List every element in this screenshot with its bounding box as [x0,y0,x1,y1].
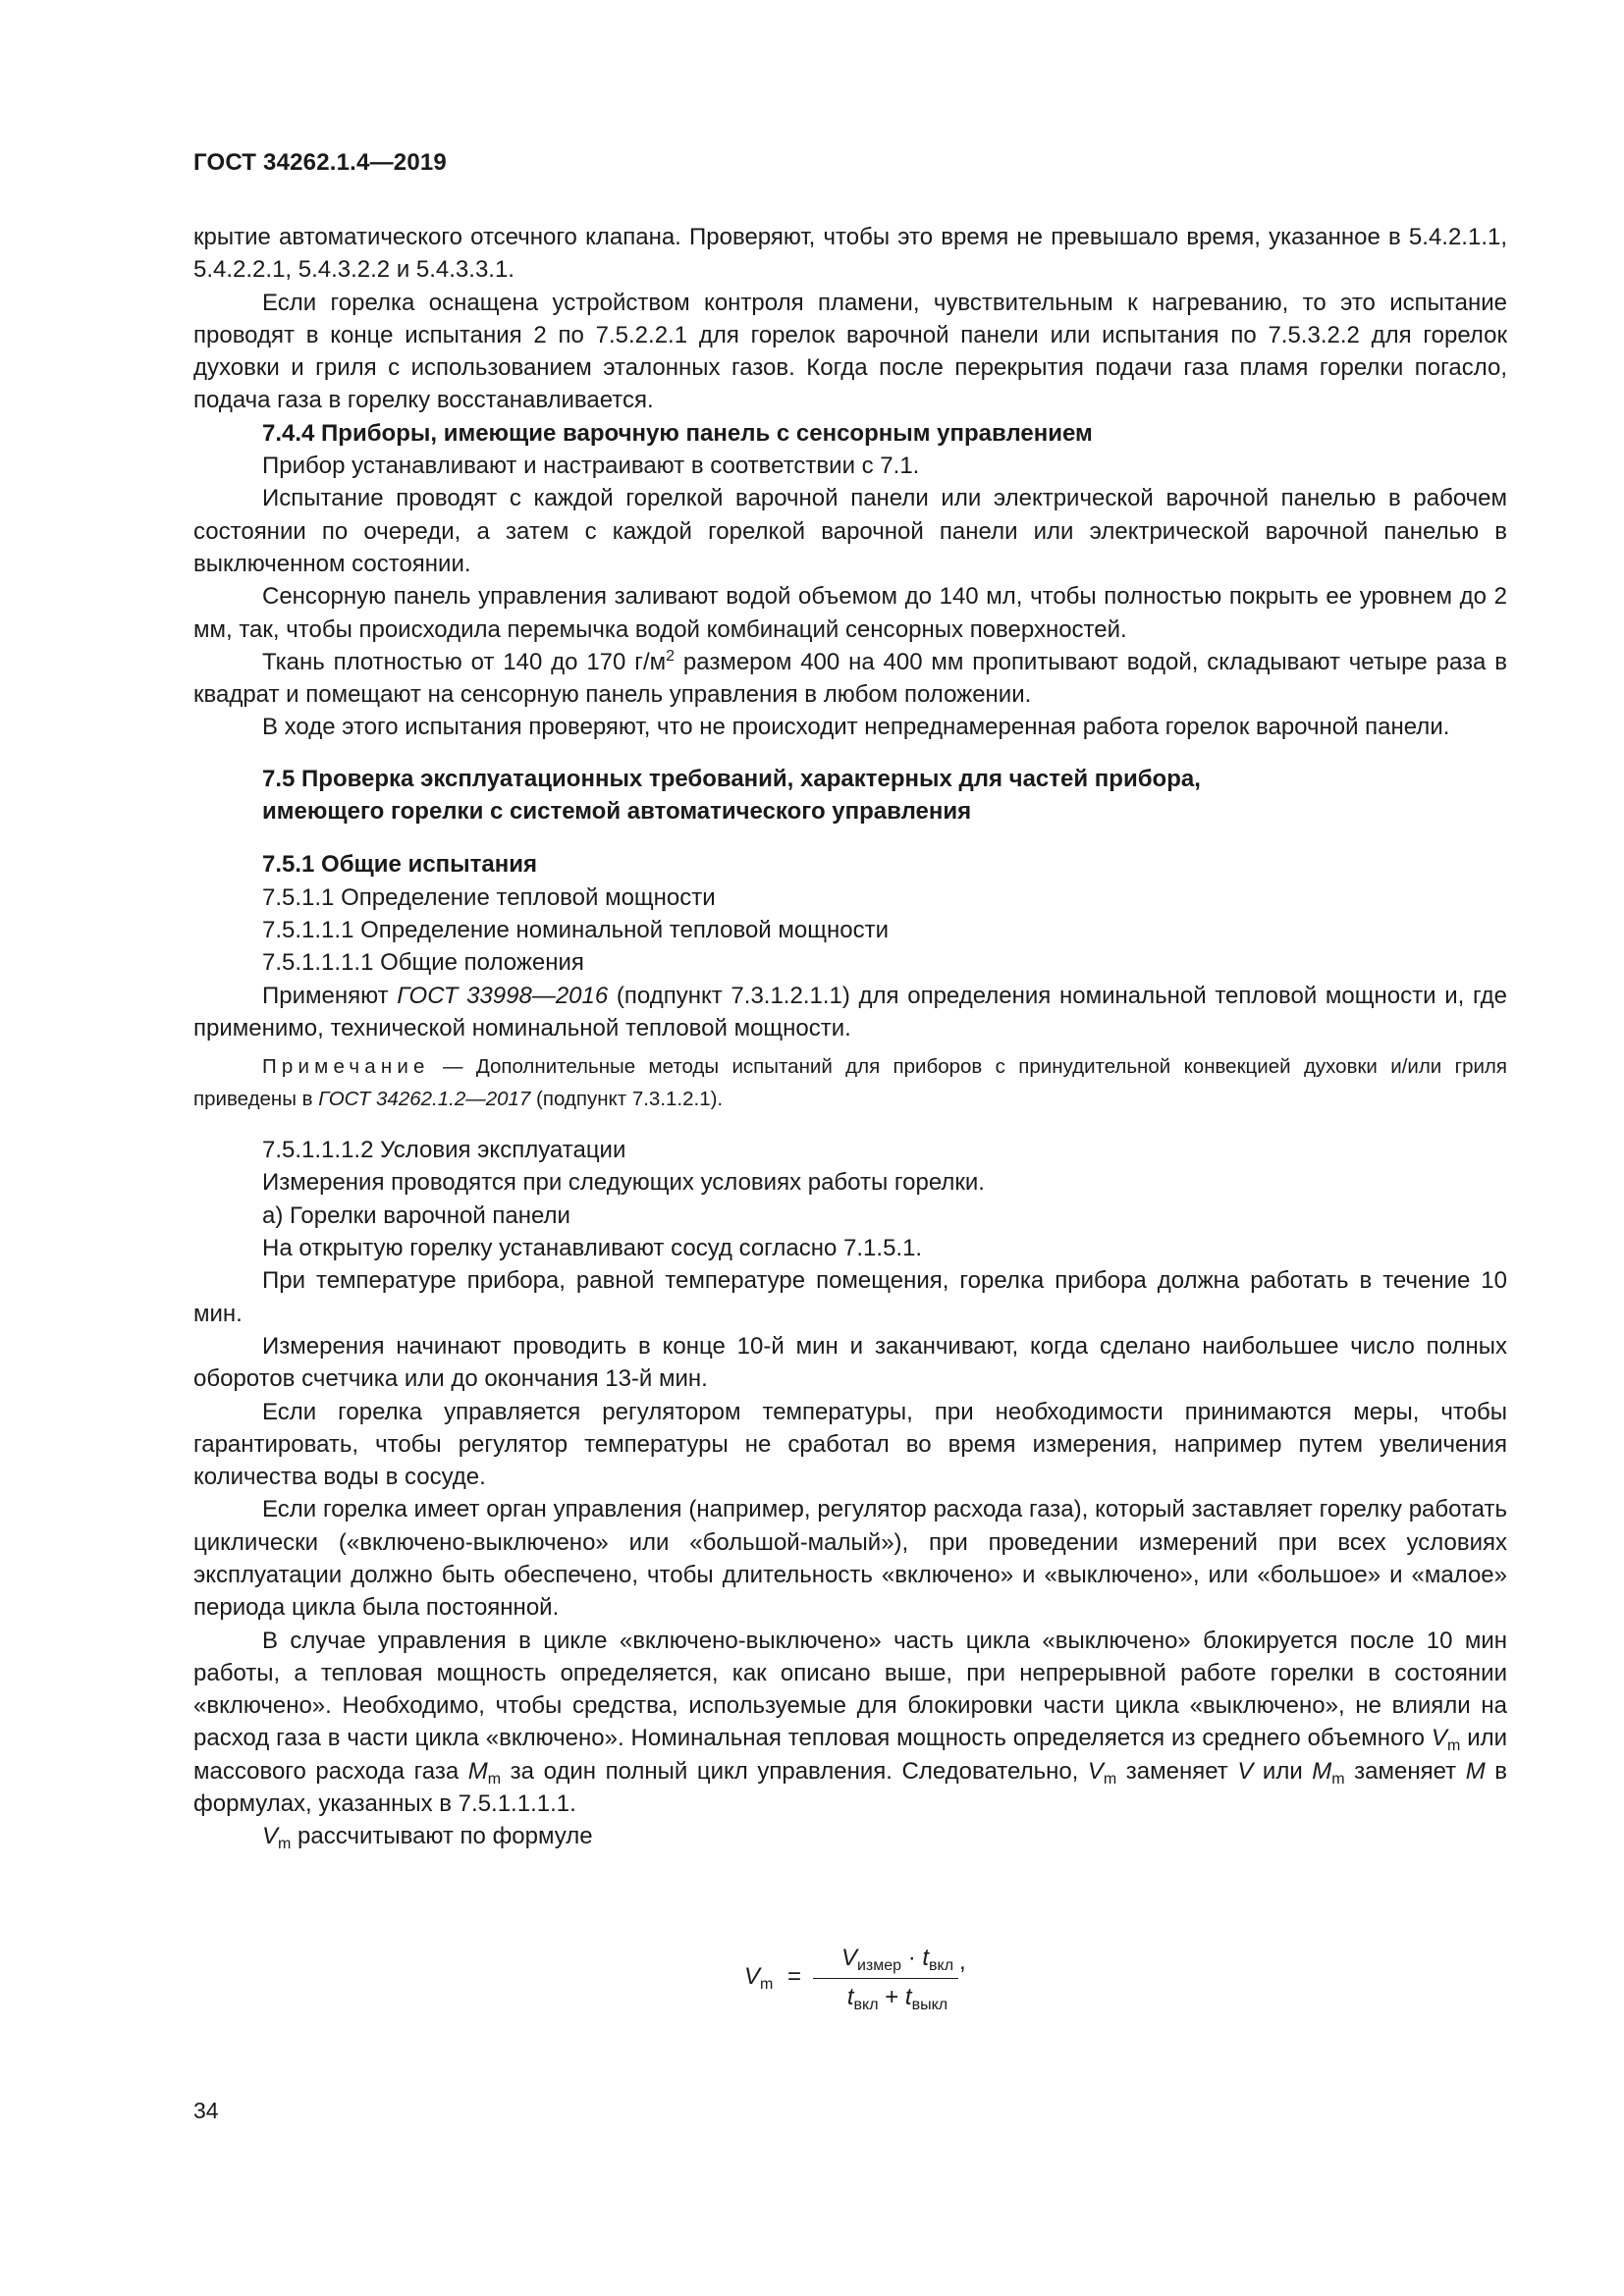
section-heading-7-5 [193,763,1507,828]
paragraph [193,1820,1507,1852]
text-run: Применяют [262,982,398,1009]
subsection-heading: 7.5.1.1 Определение тепловой мощности [262,883,716,911]
symbol: V [262,1823,279,1850]
text-run: — Дополнительные методы испытаний для приборов с принудительной конвекцией духовки и/или гриля приведены в [193,1055,1507,1111]
symbol: M [1312,1757,1332,1785]
subscript: выкл [911,1997,948,2013]
superscript: 2 [666,647,676,665]
subscript: измер [856,1957,902,1974]
text-run: или массового расхода газа [193,1725,1508,1785]
subsection-heading: 7.5.1.1.1.1 Общие положения [262,949,584,977]
note [193,1050,1507,1115]
symbol: M [1465,1757,1486,1785]
list-item: а) Горелки варочной панели [262,1201,570,1229]
paragraph: На открытую горелку устанавливают сосуд согласно 7.1.5.1. [262,1235,923,1262]
note-label: Примечание [262,1055,430,1079]
standard-reference: ГОСТ 33998—2016 [397,982,609,1009]
heading-line: имеющего горелки с системой автоматического управления [262,798,972,826]
text-run: В случае управления в цикле «включено-выключено» часть цикла «выключено» блокируется после 10 мин работы, а тепловая мощность определяется, как описано выше, при непрерывной работе горелки в состоянии «включено». Необходимо, чтобы средства, используемые для блокировки части цикла «выключено», не влияли на расход газа в части цикла «включено». Номинальная тепловая мощность определяется из среднего объемного [193,1627,1507,1752]
fraction-bar [813,1978,958,1979]
subscript: m [278,1836,292,1853]
symbol: t [846,1984,854,2010]
paragraph: Испытание проводят с каждой горелкой варочной панели или электрической варочной панелью в рабочем состоянии по очереди, а затем с каждой горелкой варочной панели или электрической варочной панелью в выключенном состоянии. [193,485,1507,577]
standard-reference: ГОСТ 34262.1.2—2017 [318,1088,531,1111]
formula-comma: , [959,1949,966,1975]
text-run: рассчитывают по формуле [291,1823,593,1850]
paragraph: Если горелка управляется регулятором температуры, при необходимости принимаются меры, чтобы гарантировать, чтобы регулятор температуры не сработал во время измерения, например путем увеличения количества воды в сосуде. [193,1398,1507,1491]
symbol: V [744,1963,761,1990]
paragraph: Если горелка имеет орган управления (например, регулятор расхода газа), который заставляет горелку работать циклически («включено-выключено» или «большой-малый»), при проведении измерений при всех условиях эксплуатации должно быть обеспечено, чтобы длительность «включено» и «выключено», или «большое» и «малое» периода цикла была постоянной. [193,1496,1507,1622]
symbol: V [1237,1757,1254,1785]
subscript: m [1446,1737,1461,1755]
paragraph: крытие автоматического отсечного клапана. Проверяют, чтобы это время не превышало время, указанное в 5.4.2.1.1, 5.4.2.2.1, 5.4.3.2.2 и 5.4.3.3.1. [193,224,1507,284]
formula-numerator [831,1945,964,1972]
paragraph: Измерения проводятся при следующих условиях работы горелки. [262,1169,985,1197]
formula-denominator [831,1984,964,2011]
text-run: (подпункт 7.3.1.2.1). [530,1088,724,1111]
symbol: V [1431,1725,1447,1752]
paragraph [193,980,1507,1045]
symbol: M [467,1757,488,1785]
subscript: m [1331,1770,1345,1788]
paragraph: При температуре прибора, равной температуре помещения, горелка прибора должна работать в течение 10 мин. [193,1267,1507,1327]
paragraph: Измерения начинают проводить в конце 10-й мин и заканчивают, когда сделано наибольшее число полных оборотов счетчика или до окончания 13-й мин. [193,1332,1507,1393]
subscript: m [487,1770,502,1788]
symbol: t [922,1945,930,1971]
symbol: V [840,1945,857,1971]
operator: + [878,1984,905,2010]
paragraph [193,1625,1507,1821]
symbol: t [904,1984,912,2010]
section-heading-7-4-4: 7.4.4 Приборы, имеющие варочную панель с сенсорным управлением [262,419,1093,447]
symbol: V [1087,1757,1104,1785]
paragraph: Сенсорную панель управления заливают водой объемом до 140 мл, чтобы полностью покрыть ее уровнем до 2 мм, так, чтобы происходила перемычка водой комбинаций сенсорных поверхностей. [193,583,1507,643]
subscript: вкл [853,1997,879,2013]
page-number: 34 [193,2098,219,2123]
text-run: за один полный цикл управления. Следовательно, [501,1757,1088,1785]
document-body [193,221,1507,1853]
formula-lhs [744,1963,773,1991]
subsection-heading: 7.5.1.1.1 Определение номинальной тепловой мощности [262,916,889,943]
operator: · [901,1945,923,1971]
text-run: или [1253,1757,1313,1785]
subscript: m [1103,1770,1117,1788]
paragraph: Если горелка оснащена устройством контроля пламени, чувствительным к нагреванию, то это испытание проводят в конце испытания 2 по 7.5.2.2.1 для горелок варочной панели или испытания по 7.5.3.2.2 для горелок духовки и гриля с использованием эталонных газов. Когда после перекрытия подачи газа пламя горелки погасло, подача газа в горелку восстанавливается. [193,289,1507,414]
paragraph: В ходе этого испытания проверяют, что не происходит непреднамеренная работа горелок варочной панели. [262,714,1450,741]
heading-line: 7.5 Проверка эксплуатационных требований, характерных для частей прибора, [262,765,1201,792]
text-run: Ткань плотностью от 140 до 170 г/м [262,648,667,675]
standard-code-header: ГОСТ 34262.1.4—2019 [193,149,447,176]
subsection-heading: 7.5.1.1.1.2 Условия эксплуатации [262,1137,626,1164]
text-run: заменяет [1116,1757,1238,1785]
subscript: m [760,1976,774,1993]
text-run: размером 400 на 400 мм пропитывают водой, складывают четыре раза в квадрат и помещают на сенсорную панель управления в любом положении. [193,648,1507,709]
text-run: в формулах, указанных в 7.5.1.1.1.1. [193,1757,1508,1818]
text-run: заменяет [1344,1757,1466,1785]
subscript: вкл [929,1957,954,1974]
text-run: (подпункт 7.3.1.2.1.1) для определения номинальной тепловой мощности и, где применимо, технической номинальной тепловой мощности. [193,982,1508,1041]
paragraph: Прибор устанавливают и настраивают в соответствии с 7.1. [262,453,920,480]
formula-equals: = [787,1963,802,1990]
formula-vm [741,1931,997,2029]
paragraph [193,646,1507,712]
section-heading-7-5-1: 7.5.1 Общие испытания [262,851,538,879]
